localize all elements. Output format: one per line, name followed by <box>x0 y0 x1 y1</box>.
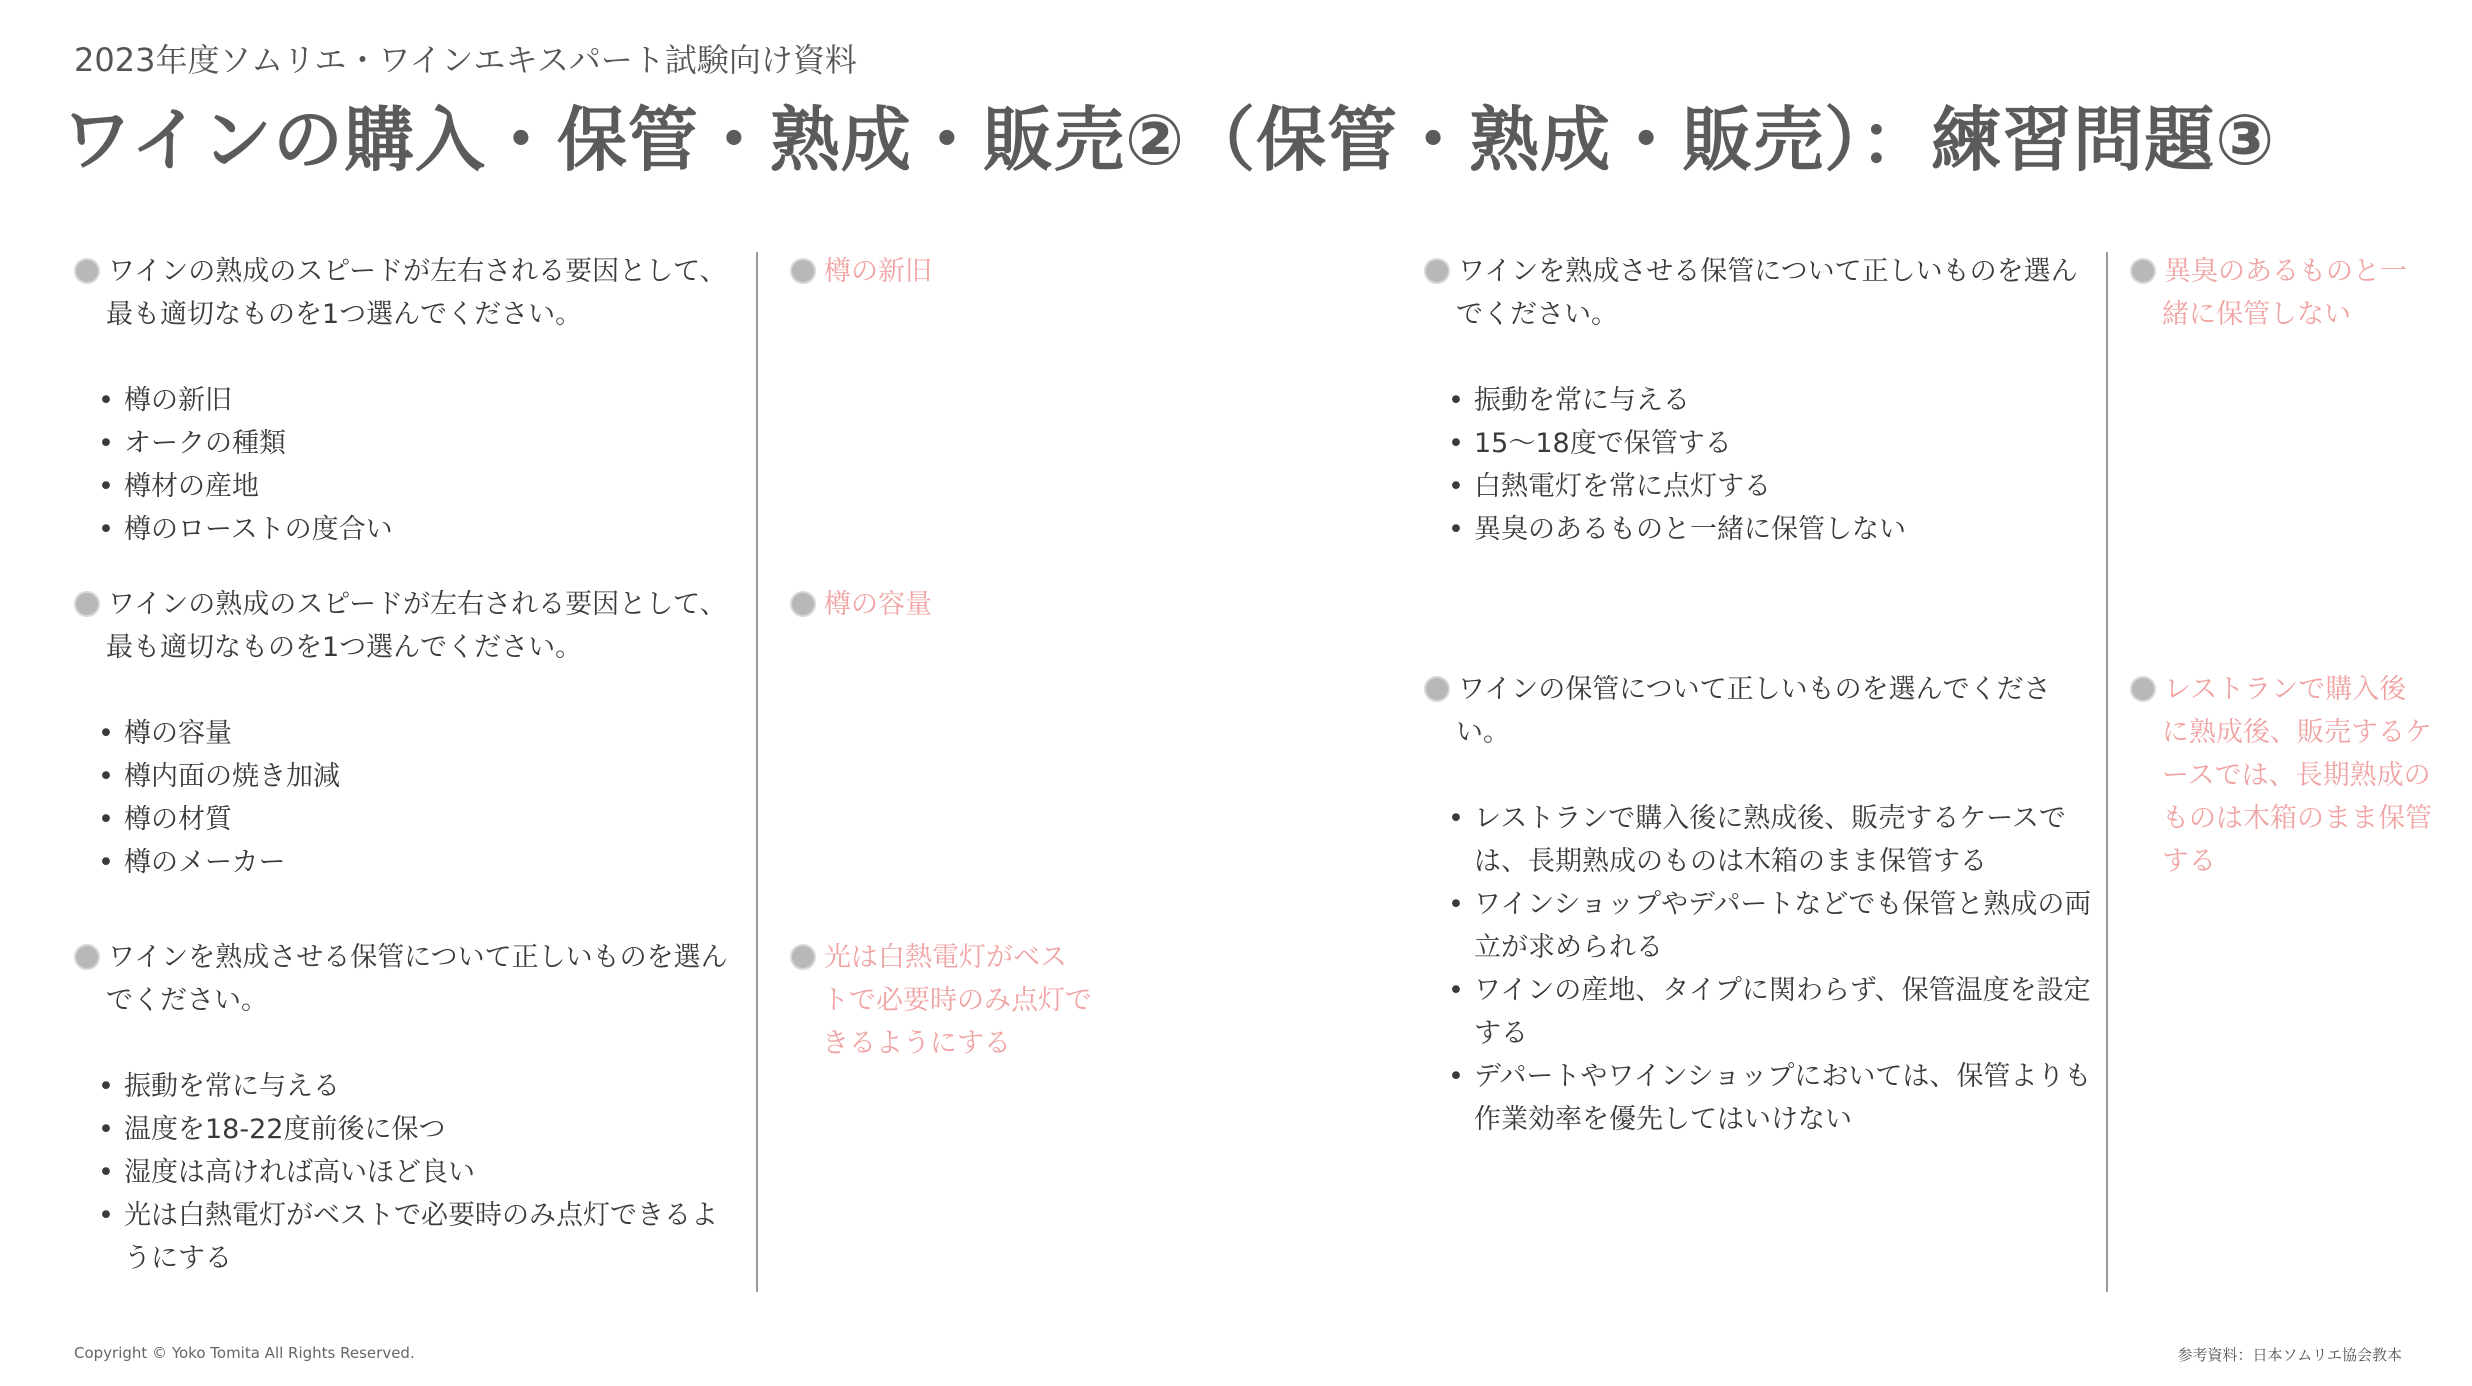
option-item: • デパートやワインショップにおいては、保管よりも作業効率を優先してはいけない <box>1424 1055 2094 1141</box>
option-item: • 樽材の産地 <box>74 465 744 508</box>
option-item: • 樽の容量 <box>74 712 744 755</box>
question-block-1 <box>74 250 744 551</box>
option-item: • 異臭のあるものと一緒に保管しない <box>1424 508 2094 551</box>
bullet-circle-icon <box>790 258 816 284</box>
question-block-3 <box>74 936 744 1280</box>
answer-block-3 <box>790 936 1092 1065</box>
answer-text: 異臭のあるものと一緒に保管しない <box>2162 256 2407 330</box>
page-title: ワインの購入・保管・熟成・販売②（保管・熟成・販売）：練習問題③ <box>62 99 2276 181</box>
answer-text: レストランで購入後に熟成後、販売するケースでは、長期熟成のものは木箱のまま保管する <box>2162 674 2432 877</box>
option-item: • ワインショップやデパートなどでも保管と熟成の両立が求められる <box>1424 883 2094 969</box>
question-text: ワインの熟成のスピードが左右される要因として、最も適切なものを1つ選んでください。 <box>106 589 727 663</box>
bullet-circle-icon <box>74 591 100 617</box>
option-item: • 白熱電灯を常に点灯する <box>1424 465 2094 508</box>
question-text: ワインの熟成のスピードが左右される要因として、最も適切なものを1つ選んでください。 <box>106 256 727 330</box>
option-list <box>74 379 744 551</box>
answer-block-5 <box>2130 668 2432 883</box>
option-item: • 振動を常に与える <box>74 1065 744 1108</box>
option-item: • 樽内面の焼き加減 <box>74 755 744 798</box>
option-item: • 樽の材質 <box>74 798 744 841</box>
bullet-circle-icon <box>1424 676 1450 702</box>
answer-text: 樽の容量 <box>824 589 932 620</box>
question-block-5 <box>1424 668 2094 1141</box>
answer-block-2 <box>790 583 1112 626</box>
question-block-2 <box>74 583 744 884</box>
option-item: • 樽の新旧 <box>74 379 744 422</box>
bullet-circle-icon <box>2130 676 2156 702</box>
question-text: ワインの保管について正しいものを選んでください。 <box>1456 674 2051 748</box>
option-item: • 15〜18度で保管する <box>1424 422 2094 465</box>
option-item: • 光は白熱電灯がベストで必要時のみ点灯できるようにする <box>74 1194 744 1280</box>
bullet-circle-icon <box>1424 258 1450 284</box>
option-list <box>1424 797 2094 1141</box>
copyright-notice: Copyright © Yoko Tomita All Rights Reserved. <box>74 1344 415 1362</box>
question-text: ワインを熟成させる保管について正しいものを選んでください。 <box>106 942 728 1016</box>
reference-note: 参考資料：日本ソムリエ協会教本 <box>2177 1346 2402 1364</box>
option-item: • ワインの産地、タイプに関わらず、保管温度を設定する <box>1424 969 2094 1055</box>
option-item: • オークの種類 <box>74 422 744 465</box>
bullet-circle-icon <box>790 944 816 970</box>
option-item: • 樽のローストの度合い <box>74 508 744 551</box>
column-divider-right <box>2106 252 2108 1292</box>
bullet-circle-icon <box>74 944 100 970</box>
column-divider-left <box>756 252 758 1292</box>
answer-text: 樽の新旧 <box>824 256 932 287</box>
bullet-circle-icon <box>790 591 816 617</box>
option-item: • レストランで購入後に熟成後、販売するケースでは、長期熟成のものは木箱のまま保管する <box>1424 797 2094 883</box>
answer-block-1 <box>790 250 1112 293</box>
option-item: • 湿度は高ければ高いほど良い <box>74 1151 744 1194</box>
option-item: • 振動を常に与える <box>1424 379 2094 422</box>
answer-text: 光は白熱電灯がベストで必要時のみ点灯できるようにする <box>822 942 1092 1059</box>
deck-subtitle: 2023年度ソムリエ・ワインエキスパート試験向け資料 <box>74 41 857 79</box>
answer-block-4 <box>2130 250 2432 336</box>
bullet-circle-icon <box>2130 258 2156 284</box>
option-item: • 温度を18-22度前後に保つ <box>74 1108 744 1151</box>
question-text: ワインを熟成させる保管について正しいものを選んでください。 <box>1456 256 2078 330</box>
option-list <box>74 1065 744 1280</box>
question-block-4 <box>1424 250 2094 551</box>
option-list <box>1424 379 2094 551</box>
option-list <box>74 712 744 884</box>
option-item: • 樽のメーカー <box>74 841 744 884</box>
bullet-circle-icon <box>74 258 100 284</box>
